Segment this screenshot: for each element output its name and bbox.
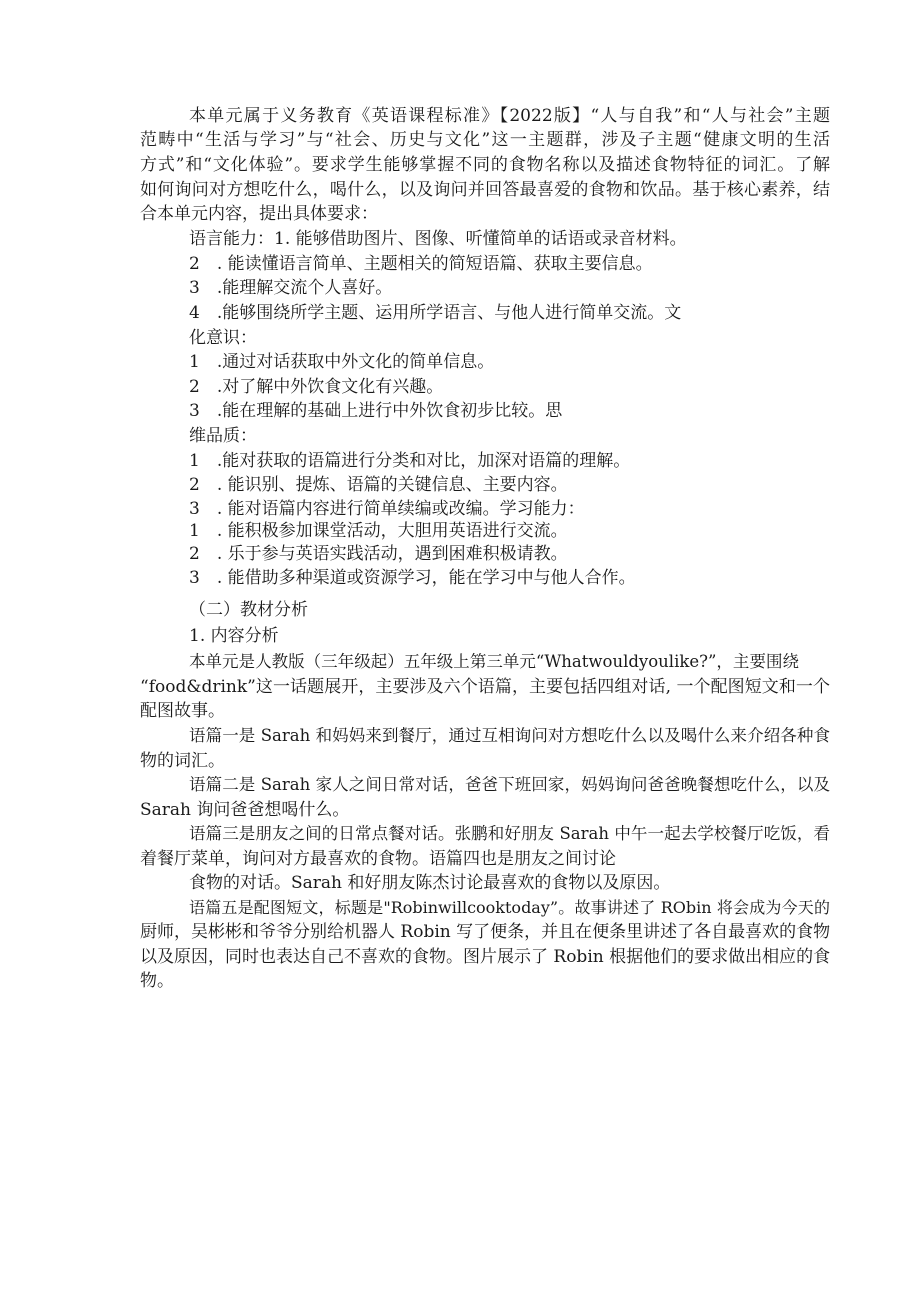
content-p5-line-2: 厨师，吴彬彬和爷爷分别给机器人 Robin 写了便条，并且在便条里讲述了各自最喜欢的食物: [140, 922, 831, 942]
standard-line-3: 方式”和“文化体验”。要求学生能够掌握不同的食物名称以及描述食物特征的词汇。了解: [140, 155, 830, 175]
content-p1-line-1: 本单元是人教版（三年级起）五年级上第三单元“Whatwouldyoulike?”，主要围绕: [189, 652, 799, 671]
requirement-line: 1 .能对获取的语篇进行分类和对比，加深对语篇的理解。: [189, 451, 631, 471]
content-p4-line-3: 食物的对话。Sarah 和好朋友陈杰讨论最喜欢的食物以及原因。: [189, 873, 671, 893]
content-p2-line-1: 语篇一是 Sarah 和妈妈来到餐厅，通过互相询问对方想吃什么以及喝什么来介绍各种食: [189, 726, 830, 745]
content-p5-line-1: 语篇五是配图短文，标题是"Robinwillcooktoday”。故事讲述了 RObin 将会成为今天的: [189, 898, 830, 917]
requirement-line: 2 . 能读懂语言简单、主题相关的简短语篇、获取主要信息。: [189, 254, 653, 274]
content-p5-line-3: 以及原因，同时也表达自己不喜欢的食物。图片展示了 Robin 根据他们的要求做出相应的食: [140, 947, 831, 967]
section-title: （二）教材分析: [189, 600, 308, 620]
content-p3-line-1: 语篇二是 Sarah 家人之间日常对话，爸爸下班回家，妈妈询问爸爸晚餐想吃什么，以及: [189, 775, 830, 794]
requirement-line: 1 . 能积极参加课堂活动，大胆用英语进行交流。: [189, 521, 568, 541]
content-p1-line-2: “food&drink”这一话题展开，主要涉及六个语篇，主要包括四组对话, 一个配图短文和一个: [140, 677, 830, 697]
requirement-line: 3 .能理解交流个人喜好。: [189, 278, 393, 298]
content-p4-line-2: 着餐厅菜单，询问对方最喜欢的食物。语篇四也是朋友之间讨论: [140, 849, 616, 869]
content-p3-line-2: Sarah 询问爸爸想喝什么。: [140, 800, 350, 820]
requirement-line: 2 . 乐于参与英语实践活动，遇到困难积极请教。: [189, 544, 568, 564]
content-p2-line-2: 物的词汇。: [140, 751, 225, 771]
content-p1-line-3: 配图故事。: [140, 701, 225, 721]
requirement-line: 2 . 能识别、提炼、语篇的关键信息、主要内容。: [189, 475, 568, 495]
requirement-line: 3 . 能借助多种渠道或资源学习，能在学习中与他人合作。: [189, 568, 636, 588]
standard-line-1: 本单元属于义务教育《英语课程标准》【2022版】“人与自我”和“人与社会”主题: [189, 106, 830, 126]
standard-line-4: 如何询问对方想吃什么，喝什么，以及询问并回答最喜爱的食物和饮品。基于核心素养，结: [140, 180, 830, 200]
requirement-line: 4 .能够围绕所学主题、运用所学语言、与他人进行简单交流。文: [189, 303, 682, 323]
requirement-line: 化意识：: [189, 328, 257, 348]
standard-line-2: 范畴中“生活与学习”与“社会、历史与文化”这一主题群，涉及子主题“健康文明的生活: [140, 130, 830, 150]
requirement-line: 2 .对了解中外饮食文化有兴趣。: [189, 377, 444, 397]
requirement-line: 1 .通过对话获取中外文化的简单信息。: [189, 352, 495, 372]
requirement-line: 3 .能在理解的基础上进行中外饮食初步比较。思: [189, 401, 563, 421]
content-p4-line-1: 语篇三是朋友之间的日常点餐对话。张鹏和好朋友 Sarah 中午一起去学校餐厅吃饭，看: [189, 824, 830, 843]
requirement-line: 3 . 能对语篇内容进行简单续编或改编。学习能力：: [189, 499, 585, 519]
requirement-line: 维品质：: [189, 426, 257, 446]
content-p5-line-4: 物。: [140, 971, 174, 991]
sub-title: 1. 内容分析: [189, 626, 279, 646]
requirement-line: 语言能力：1. 能够借助图片、图像、听懂简单的话语或录音材料。: [189, 229, 687, 249]
standard-line-5: 合本单元内容，提出具体要求：: [140, 204, 378, 224]
